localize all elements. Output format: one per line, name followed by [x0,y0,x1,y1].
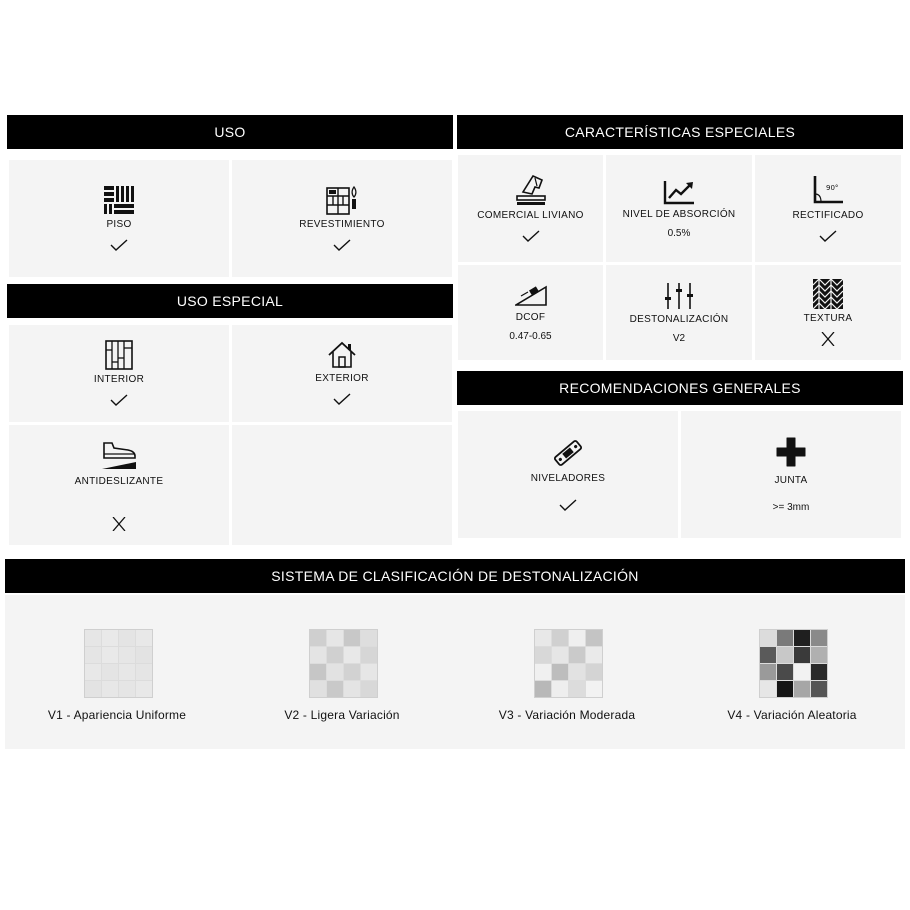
caracteristicas-destonalizacion-value: V2 [672,332,686,344]
trend-chart-icon [663,179,695,205]
herringbone-texture-icon [813,279,843,309]
caracteristicas-absorcion-value: 0.5% [667,227,691,239]
caracteristicas-textura-label: TEXTURA [803,313,853,324]
right-angle-icon [811,174,845,206]
swatch-tile [344,630,360,646]
swatch-tile [136,647,152,663]
swatch-tile [327,664,343,680]
uso-especial-interior-card [9,325,229,422]
swatch-tile [85,647,101,663]
recomendaciones-niveladores-label: NIVELADORES [530,473,606,484]
swatch-tile [136,664,152,680]
check-icon [110,238,128,252]
swatch-tile [569,681,585,697]
swatch-tile [586,664,602,680]
uso-especial-exterior-card [232,325,452,422]
swatch-tile [777,647,793,663]
sliders-icon [664,282,694,310]
swatch-tile [552,647,568,663]
swatch-tile [136,681,152,697]
swatch-tile [119,647,135,663]
uso-piso-card [9,160,229,277]
swatch-tile [85,664,101,680]
swatch-tile [760,630,776,646]
recomendaciones-niveladores-card [458,411,678,538]
caracteristicas-dcof-value: 0.47-0.65 [509,330,552,342]
v1-label: V1 - Apariencia Uniforme [47,708,187,722]
caracteristicas-comercial-label: COMERCIAL LIVIANO [477,210,584,221]
swatch-tile [777,681,793,697]
interior-panels-icon [105,340,133,370]
uso-header [7,115,453,149]
check-icon [333,238,351,252]
swatch-tile [344,681,360,697]
recomendaciones-junta-label: JUNTA [774,474,808,486]
swatch-tile [569,647,585,663]
swatch-tile [535,630,551,646]
caracteristicas-destonalizacion-card [606,265,752,360]
swatch-tile [794,630,810,646]
swatch-tile [310,681,326,697]
swatch-tile [136,630,152,646]
recomendaciones-junta-card [681,411,901,538]
swatch-tile [361,664,377,680]
check-icon [819,229,837,243]
swatch-tile [535,681,551,697]
uso-especial-empty-card [232,425,452,545]
caracteristicas-header [457,115,903,149]
check-icon [559,498,577,512]
swatch-tile [327,647,343,663]
uso-especial-interior-label: INTERIOR [93,374,145,385]
check-icon [333,392,351,406]
caracteristicas-dcof-label: DCOF [515,311,546,323]
caracteristicas-destonalizacion-label: DESTONALIZACIÓN [629,313,729,325]
swatch-tile [811,647,827,663]
swatch-tile [310,647,326,663]
v2-swatch-grid [309,629,378,698]
swatch-tile [119,681,135,697]
v2-label: V2 - Ligera Variación [284,708,400,722]
swatch-tile [535,647,551,663]
swatch-tile [586,647,602,663]
check-icon [522,229,540,243]
swatch-tile [569,664,585,680]
swatch-tile [102,647,118,663]
swatch-tile [361,630,377,646]
uso-revestimiento-card [232,160,452,277]
swatch-tile [794,647,810,663]
swatch-tile [811,664,827,680]
slope-friction-icon [515,284,547,306]
swatch-tile [327,681,343,697]
swatch-tile [552,664,568,680]
uso-revestimiento-label: REVESTIMIENTO [299,219,385,230]
swatch-tile [310,664,326,680]
uso-especial-header [7,284,453,318]
cross-icon [819,332,837,346]
recomendaciones-header [457,371,903,405]
swatch-tile [361,681,377,697]
swatch-tile [535,664,551,680]
swatch-tile [760,681,776,697]
uso-title: USO [214,124,246,140]
swatch-tile [777,664,793,680]
swatch-tile [102,664,118,680]
caracteristicas-dcof-card [458,265,603,360]
swatch-tile [85,630,101,646]
swatch-tile [85,681,101,697]
swatch-tile [794,681,810,697]
shoe-stamp-icon [515,174,547,206]
caracteristicas-rectificado-card [755,155,901,262]
recomendaciones-junta-value: >= 3mm [772,501,810,513]
check-icon [110,393,128,407]
swatch-tile [777,630,793,646]
v4-label: V4 - Variación Aleatoria [727,708,857,722]
swatch-tile [552,630,568,646]
destonalizacion-title: SISTEMA DE CLASIFICACIÓN DE DESTONALIZACIÓN [271,568,639,584]
swatch-tile [586,630,602,646]
swatch-tile [811,681,827,697]
plus-joint-icon [776,437,806,467]
swatch-tile [102,681,118,697]
v4-swatch-grid [759,629,828,698]
swatch-tile [344,664,360,680]
caracteristicas-absorcion-label: NIVEL DE ABSORCIÓN [622,208,736,220]
swatch-tile [119,630,135,646]
swatch-tile [586,681,602,697]
leveler-icon [552,437,584,469]
caracteristicas-absorcion-card [606,155,752,262]
recomendaciones-title: RECOMENDACIONES GENERALES [559,380,801,396]
v1-swatch-grid [84,629,153,698]
right-angle-icon-text: 90° [826,184,839,192]
caracteristicas-textura-card [755,265,901,360]
parquet-floor-icon [103,185,135,215]
wall-brush-icon [326,185,358,215]
swatch-tile [552,681,568,697]
caracteristicas-title: CARACTERÍSTICAS ESPECIALES [564,124,796,140]
caracteristicas-rectificado-label: RECTIFICADO [792,210,864,221]
uso-especial-title: USO ESPECIAL [176,293,284,309]
uso-especial-antideslizante-label: ANTIDESLIZANTE [74,476,164,487]
caracteristicas-comercial-card [458,155,603,262]
swatch-tile [327,630,343,646]
swatch-tile [794,664,810,680]
swatch-tile [119,664,135,680]
swatch-tile [310,630,326,646]
swatch-tile [344,647,360,663]
swatch-tile [760,664,776,680]
swatch-tile [361,647,377,663]
swatch-tile [811,630,827,646]
swatch-tile [760,647,776,663]
cross-icon [110,517,128,531]
destonalizacion-header [5,559,905,593]
uso-piso-label: PISO [106,219,132,230]
v3-label: V3 - Variación Moderada [498,708,636,722]
swatch-tile [569,630,585,646]
uso-especial-exterior-label: EXTERIOR [315,373,369,384]
uso-especial-antideslizante-card [9,425,229,545]
house-icon [327,341,357,369]
v3-swatch-grid [534,629,603,698]
shoe-slope-icon [100,440,138,470]
swatch-tile [102,630,118,646]
